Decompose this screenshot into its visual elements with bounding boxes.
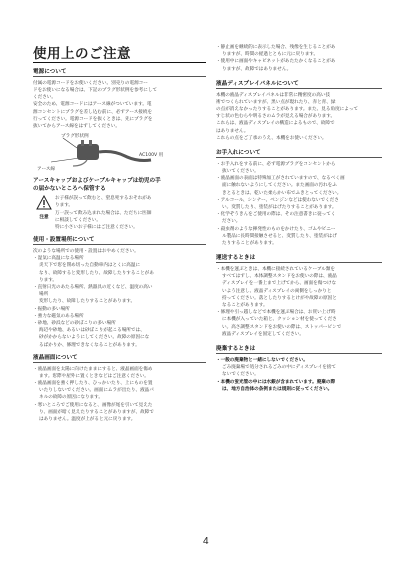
moving-item-text: 液晶ディスプレイを固定してください。 [222,331,304,337]
section-divider [216,157,382,158]
usage-item-text: 変形したり、故障したりすることがあります。 [39,299,136,305]
screen-item-text: りますが、故障ではありません。 [222,66,292,72]
cap-warning-heading-line: アースキャップおよびケーブルキャップは幼児の手 [33,178,161,185]
screen-item-text: はありません。温度が上がると元に戻ります。 [39,417,136,423]
usage-section [33,236,206,349]
lcd-panel-section [216,80,382,142]
usage-item-text: るばかりか、修理できなくなることがあります。 [39,342,140,348]
plug-leader-line [63,138,77,148]
screen-item-bullet: ・静止画を継続的に表示した場合、残像を生じることがあ [216,45,336,50]
power-cord-text-line: 行ってください。電源コードを抜くときは、先にプラグを [33,116,153,122]
screen-heading: 液晶画面について [33,354,78,361]
cap-warning-text-line: お子様が誤って飲むと、窒息死するおそれがあ [55,196,152,202]
power-cord-section [33,68,206,174]
care-item-text: きとるときは、乾いた柔らかい布でふきとってください。 [222,190,342,196]
moving-section [216,254,382,338]
power-cord-text-line: 付属の電源コードをお使いください。別売りの電源コー [33,80,148,86]
moving-heading: 運送するときは [216,255,256,262]
power-cord-text-line: ドをお使いになる場合は、下記のプラグ形状例を参考にして [33,88,158,93]
lcd-panel-text-line: の点が消えなかったりすることがあります。また、見る角度によって [216,107,359,113]
caution-block [33,195,55,231]
screen-item-text: りますが、時間の経過とともに元に戻ります。 [222,52,319,58]
care-section [216,149,382,247]
lcd-panel-text-line: これらは、液晶ディスプレイの構造によるもので、故障で [216,121,335,127]
screen-item-bullet: ・寒いところでご使用になると、画像が尾を引いて見えた [33,402,153,408]
disposal-item-bullet: ・一般の廃棄物と一緒にしないでください。 [216,357,308,363]
right-column [216,44,382,393]
disposal-item-text: は、地方自治体の条例または規則に従ってください。 [222,386,333,392]
left-column [33,68,206,423]
disposal-item-text: ないでください。 [222,372,259,378]
care-item-bullet: ・アルコール、シンナー、ベンジンなどは使わないでくださ [216,197,339,203]
disposal-heading: 廃棄するときは [216,346,256,353]
disposal-item-bullet: ・本機の蛍光管の中には水銀が含まれています。廃棄の際 [216,379,336,385]
usage-item-text: 砂がかからないようにしてください。故障の原因にな [39,335,150,341]
usage-item-bullet: ・強力な磁気のある場所 [33,313,84,319]
caution-label: 注意 [39,215,49,221]
usage-intro: 次のような場所での使用・設置はおやめください。 [33,249,139,255]
screen-item-bullet: ・液晶画面を太陽に向けたままにすると、液晶画面を傷め [33,366,153,372]
section-divider [216,262,382,263]
cap-warning-text-line: 万一誤って飲み込まれた場合は、ただちに医師 [55,210,152,216]
usage-item-text: なり、故障すると変形したり、故障したりすることがあ [39,270,154,276]
screen-section [33,354,206,423]
disposal-item-text: ごみ廃棄場で処分されるごみの中にディスプレイを捨て [222,365,337,371]
care-item-text: い。変質したり、塗装がはげたりすることがあります。 [222,205,337,211]
page-title: 使用上のご注意 [33,46,131,62]
earth-wire-label: アース線 [37,167,56,173]
moving-item-bullet: ・修理や引っ越しなどで本機を運ぶ場合は、お買い上げ時 [216,310,336,316]
care-item-bullet: ・お手入れをする前に、必ず電源プラグをコンセントから [216,161,336,167]
cap-warning-text-line: に相談してください。 [55,217,101,223]
section-divider [216,353,382,354]
moving-item-text: すべてはずし、本体調整スタンドをお使いの際は、液晶 [222,274,337,280]
screen-item-text: ます。窓際や屋外に置くときなどはご注意ください。 [39,373,149,379]
care-item-text: 面に触れないようにしてください。また画面の汚れをふ [222,183,337,189]
moving-item-bullet: ・本機を運ぶときは、本機に接続されているケーブル類を [216,267,336,273]
power-cord-text-line: 抜いてからアース線をはずしてください。 [33,124,120,130]
voltage-label: AC100V 用 [139,153,164,159]
power-cord-heading: 電源について [33,69,67,75]
plug-illustration [33,132,206,174]
plug-shape-label: プラグ形状例 [61,134,89,140]
screen-item-bullet: ・液晶画面を強く押したり、ひっかいたり、上にものを置 [33,381,153,387]
power-cord-text-line: ください。 [33,95,56,101]
usage-item-text: 炎天下で窓を閉め切った自動車内はとくに高温に [39,263,141,269]
moving-item-text: なることがあります。 [222,303,268,309]
lcd-panel-text-line: すじ状の色むらや明るさのムラが見える場合があります。 [216,114,336,120]
care-item-bullet: ・液晶画面の表面は特殊加工がされていますので、なるべく画 [216,176,345,182]
section-divider [33,362,206,363]
power-cord-text-line: 安全のため、電源コードにはアース線がついています。電 [33,102,152,108]
care-item-bullet: ・化学ぞうきんをご使用の際は、その注意書きに従ってく [216,212,336,218]
usage-item-bullet: ・砂地、砂浜などの砂ぼこりの多い場所 [33,321,116,327]
screen-item-text: り、画面が暗く見えたりすることがありますが、故障で [39,409,154,415]
moving-item-text: いよう注意し、液晶ディスプレイの両側をしっかりと [222,288,332,294]
cap-warning-heading-line: の届かないところへ保管する [33,186,106,193]
usage-item-bullet: ・直射日光のあたる場所、熱器具の近くなど、温度の高い [33,285,153,291]
lcd-panel-text-line: 術でつくられていますが、黒い点が現れたり、赤と青、緑 [216,99,336,105]
power-cord-text-line: 源コンセントにプラグを差し込む前に、必ずアース接続を [33,109,153,115]
moving-item-text: に本機が入っていた箱と、クッション材を使ってくださ [222,317,337,323]
cap-warning-text-line: 特に小さいお子様にはご注意ください。 [55,225,138,231]
disposal-section [216,345,382,393]
lcd-panel-text-line: 本機の液晶ディスプレイパネルは非常に精密度の高い技 [216,92,330,98]
moving-item-text: い。高さ調整スタンドをお使いの際は、ストッパーピンで [222,324,342,330]
screen-item-text: いたりしないでください。画面にムラが出たり、液晶パ [39,388,154,394]
screen-item-text: ネルの故障の原因になります。 [39,395,103,401]
usage-item-bullet: ・振動の多い場所 [33,306,70,312]
moving-item-text: ディスプレイを一番上まで上げてから、画面を傷つけな [222,281,337,287]
usage-item-bullet: ・湿気に高温になる場所 [33,256,84,262]
cap-warning-text-line: ります。 [55,203,74,209]
cap-warning-section [33,177,206,231]
section-divider [216,88,382,89]
care-heading: お手入れについて [216,150,261,157]
care-item-bullet: ・殺虫剤のような揮発性のものをかけたり、ゴムやビニー [216,226,336,232]
usage-item-text: 場所 [39,292,49,298]
usage-item-text: 海辺や砂地、あるいは砂ぼこりが起こる場所では、 [39,328,145,334]
moving-item-text: 持ってください。落としたりするとけがや故障の原因と [222,295,337,301]
lcd-panel-heading: 液晶ディスプレイパネルについて [216,80,299,87]
care-item-text: たりすることがあります。 [222,241,277,247]
section-divider [33,76,206,77]
care-item-text: ださい。 [222,219,241,225]
usage-item-text: ります。 [39,277,58,283]
title-underline [33,62,206,63]
screen-item-bullet: ・使用中に画面やキャビネットがあたたかくなることがあ [216,59,336,65]
plug-figure [33,132,206,174]
caution-triangle-icon [36,195,52,210]
lcd-panel-text-line: はありません。 [216,128,249,134]
care-item-text: 抜いてください。 [222,169,259,175]
screen-continued [216,44,382,73]
care-item-text: ル製品に長時間接触させると、変質したり、塗装がはげ [222,233,337,239]
page-number: 4 [203,536,209,547]
usage-heading: 使用・設置場所について [33,237,95,244]
section-divider [33,244,206,245]
lcd-panel-text-line: これらの点をご了承のうえ、本機をお使いください。 [216,135,327,141]
